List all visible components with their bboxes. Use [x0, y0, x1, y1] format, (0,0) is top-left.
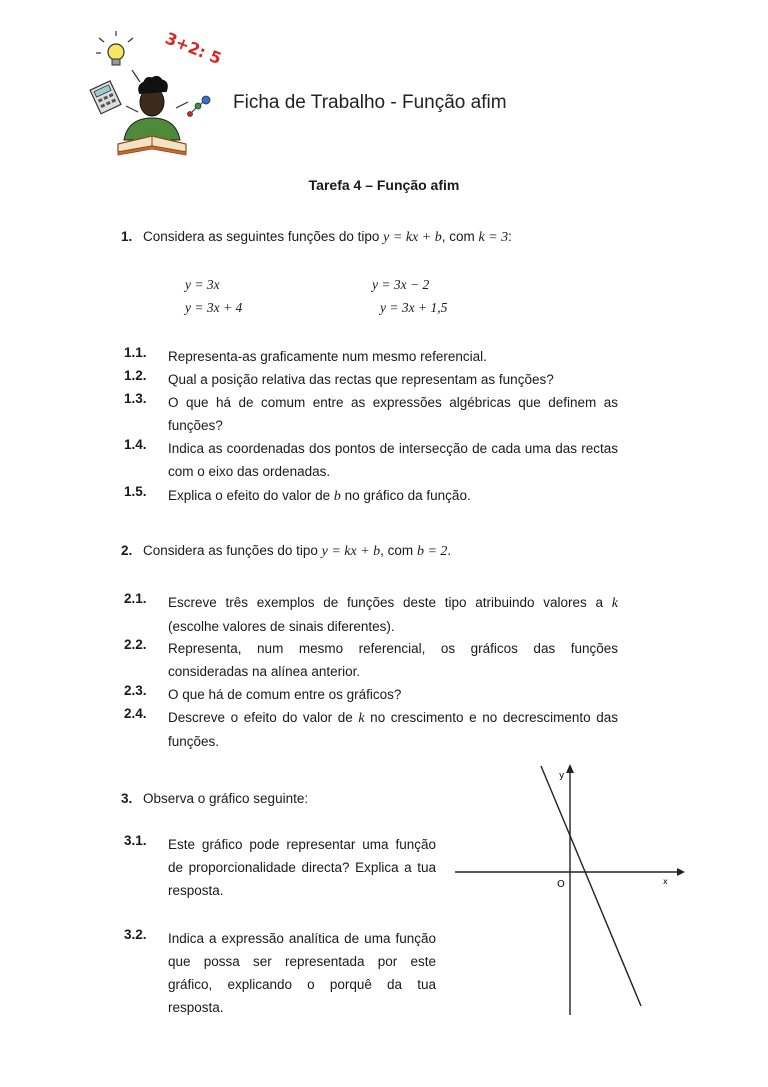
item-number: 3.2. — [124, 927, 147, 942]
question-text: Considera as funções do tipo — [143, 543, 322, 558]
item-text: O que há de comum entre os gráficos? — [168, 687, 402, 702]
question-text: . — [447, 543, 452, 558]
lightbulb-icon — [96, 31, 133, 65]
task-title: Tarefa 4 – Função afim — [308, 177, 460, 193]
condition: k = 3 — [478, 230, 509, 245]
item-text: Qual a posição relativa das rectas que representam as funções? — [168, 372, 554, 387]
question-3 — [121, 791, 308, 806]
equation: y = 3x + 4 — [185, 300, 243, 315]
item-number: 2.3. — [124, 683, 147, 698]
x-axis-arrow — [677, 868, 685, 876]
item-number: 2.4. — [124, 706, 147, 721]
line-graph — [455, 760, 690, 1015]
logo-math-text: 3+2: 5 — [162, 28, 225, 69]
y-axis-arrow — [566, 764, 574, 773]
question-number: 1. — [121, 229, 133, 244]
question-text: Observa o gráfico seguinte: — [143, 791, 309, 806]
item-number: 3.1. — [124, 833, 147, 848]
question-2 — [121, 543, 451, 560]
item-number: 1.2. — [124, 368, 147, 383]
item-text: Representa, num mesmo referencial, os gráficos das funções consideradas na alínea anterior. — [168, 641, 618, 679]
logo-illustration — [88, 28, 228, 158]
item-text: Este gráfico pode representar uma função de proporcionalidade directa? Explica a tua resposta. — [168, 837, 436, 898]
molecule-icon — [188, 96, 211, 117]
item-text: Indica a expressão analítica de uma função que possa ser representada por este gráfico, explicando o porquê da tua resposta. — [168, 931, 436, 1015]
variable-k: k — [611, 596, 618, 611]
origin-label: O — [557, 879, 565, 890]
question-text: , com — [441, 229, 479, 244]
y-axis-label: y — [559, 771, 565, 781]
x-axis-label: x — [663, 877, 668, 886]
question-text: Considera as seguintes funções do tipo — [143, 229, 384, 244]
item-number: 2.2. — [124, 637, 147, 652]
student-figure — [118, 76, 186, 155]
item-text: Escreve três exemplos de funções deste tipo atribuindo valores a k (escolhe valores de sinais diferentes). — [168, 595, 618, 634]
equation: y = 3x — [185, 277, 220, 292]
document-title: Ficha de Trabalho - Função afim — [233, 92, 507, 113]
condition: b = 2 — [416, 544, 448, 559]
variable-k: k — [358, 711, 365, 726]
equation: y = 3x − 2 — [372, 277, 430, 292]
item-number: 2.1. — [124, 591, 147, 606]
item-text: Representa-as graficamente num mesmo referencial. — [168, 349, 487, 364]
equation: y = 3x + 1,5 — [380, 300, 448, 315]
item-number: 1.3. — [124, 391, 147, 406]
item-text: Descreve o efeito do valor de k no crescimento e no decrescimento das funções. — [168, 710, 618, 749]
item-number: 1.1. — [124, 345, 147, 360]
formula: y = kx + b — [321, 544, 381, 559]
question-number: 3. — [121, 791, 133, 806]
item-number: 1.5. — [124, 484, 147, 499]
question-1 — [121, 229, 512, 246]
item-number: 1.4. — [124, 437, 147, 452]
formula: y = kx + b — [383, 230, 442, 245]
item-text: O que há de comum entre as expressões algébricas que definem as funções? — [168, 395, 618, 433]
variable-b: b — [333, 489, 341, 504]
item-text: Explica o efeito do valor de b no gráfico da função. — [168, 488, 471, 504]
item-text: Indica as coordenadas dos pontos de intersecção de cada uma das rectas com o eixo das ordenadas. — [168, 441, 618, 479]
graph-line — [541, 766, 641, 1006]
calculator-icon — [90, 81, 121, 114]
question-text: , com — [380, 543, 417, 558]
question-text: : — [508, 229, 512, 244]
question-number: 2. — [121, 543, 133, 558]
